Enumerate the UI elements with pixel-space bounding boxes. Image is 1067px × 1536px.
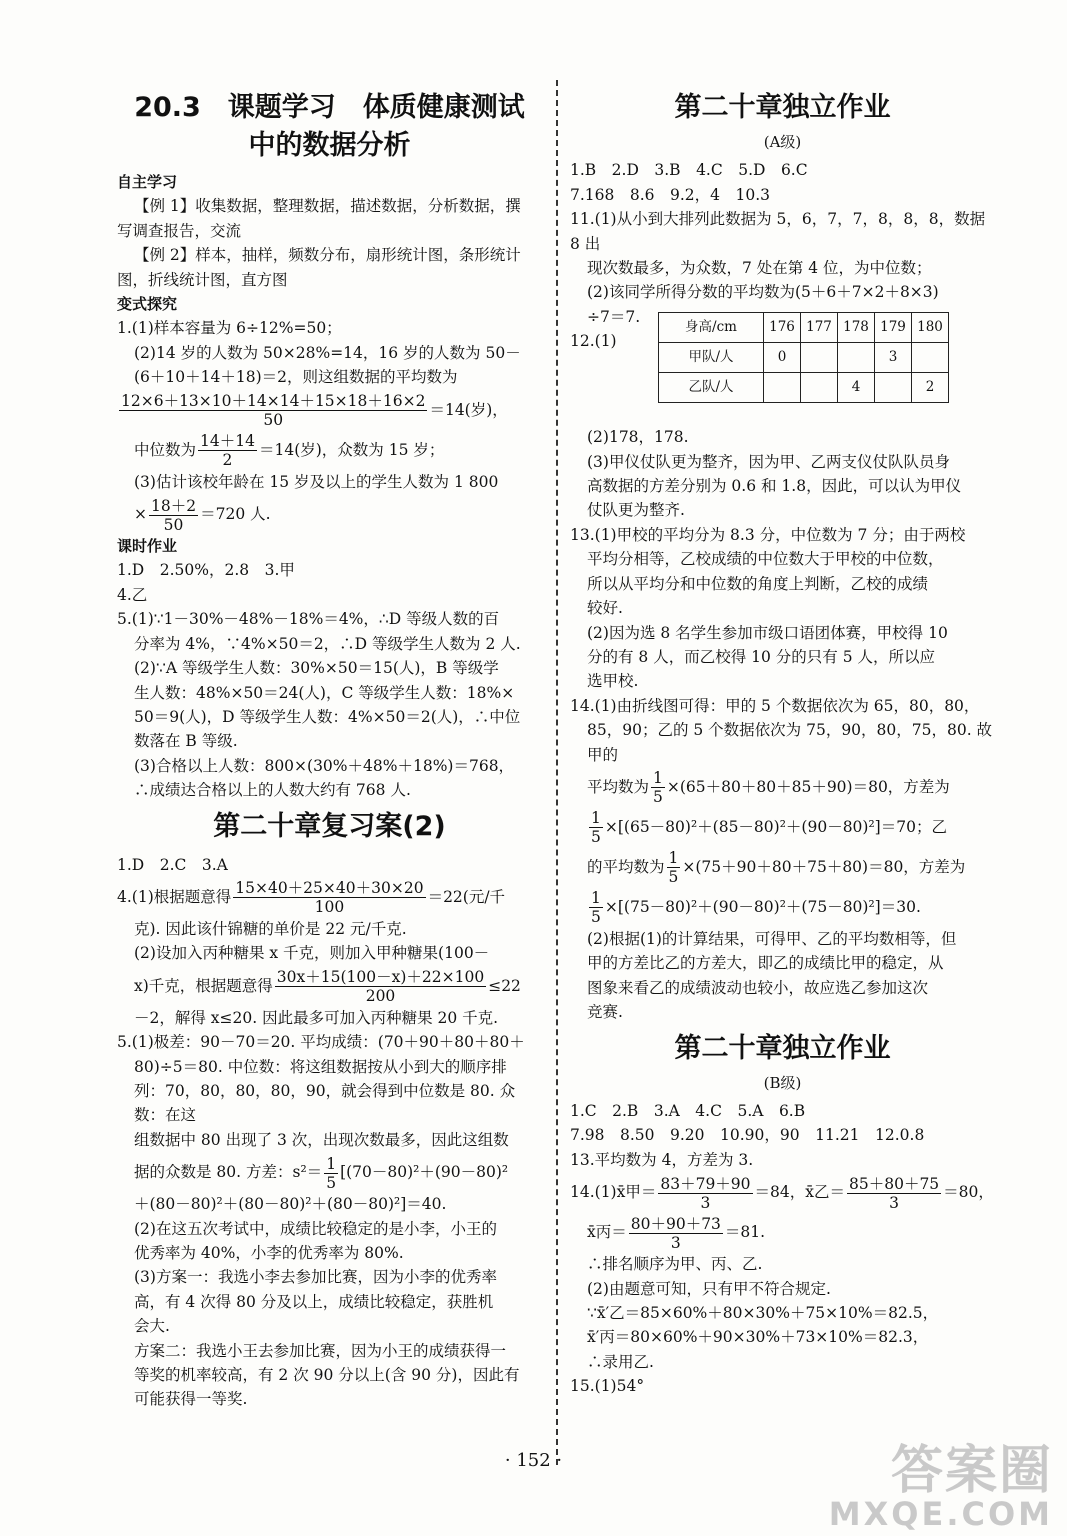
answer-line: (2)178，178.	[587, 428, 689, 447]
table-cell	[838, 343, 875, 373]
answer-line: 1.D 2.C 3.A	[117, 855, 228, 874]
answer-line: 甲的方差比乙的方差大，即乙的成绩比甲的稳定，从	[587, 954, 944, 973]
answer-line: 1.C 2.B 3.A 4.C 5.A 6.B	[570, 1101, 806, 1120]
answer-line: 5.(1)∵1－30%－48%－18%＝4%，∴D 等级人数的百	[117, 610, 500, 629]
table-cell	[875, 373, 912, 403]
fraction: $\frac{80+90+73}{3}$	[630, 1214, 721, 1252]
formula-line: 平均数为 $\frac{1}{5}$ ×(65＋80＋80＋85＋90)＝80，方差为	[587, 769, 950, 807]
answer-line: 7.98 8.50 9.20 10.90，90 11.21 12.0.8	[570, 1126, 925, 1145]
table-header-row	[659, 313, 949, 343]
answer-line: 较好.	[587, 599, 623, 618]
answer-line: 高数据的方差分别为 0.6 和 1.8，因此，可以认为甲仪	[587, 477, 962, 496]
answer-line: 高，有 4 次得 80 分及以上，成绩比较稳定，获胜机	[134, 1292, 494, 1311]
fraction: $\frac{14+14}{2}$	[200, 432, 255, 470]
right-column	[570, 80, 995, 1399]
table-cell: 179	[875, 313, 912, 343]
answer-line: ＋(80－80)²＋(80－80)²＋(80－80)²]＝40.	[134, 1195, 447, 1214]
answer-line: 竞赛.	[587, 1003, 623, 1022]
answer-line: 12.(1)	[570, 332, 617, 351]
formula-line: $\frac{12\times 6+13\times 10+14\times 14+15\times 18+16\times 2}{50}$ ＝14(岁)，	[121, 392, 508, 430]
answer-line: (3)甲仪仗队更为整齐，因为甲、乙两支仪仗队队员身	[587, 452, 950, 471]
answer-line: 分率为 4%，∵4%×50＝2，∴D 等级学生人数为 2 人.	[134, 634, 521, 653]
table-cell: 180	[912, 313, 949, 343]
answer-line: 仗队更为整齐.	[587, 501, 685, 520]
left-column	[117, 80, 542, 1412]
fraction: $\frac{1}{5}$	[326, 1154, 337, 1192]
answer-line: 方案二：我选小王去参加比赛，因为小王的成绩获得一	[134, 1341, 507, 1360]
fraction: $\frac{83+79+90}{3}$	[660, 1174, 751, 1212]
answer-line: (6＋10＋14＋18)＝2，则这组数据的平均数为	[134, 368, 458, 387]
section-title: 20.3 课题学习 体质健康测试	[134, 92, 525, 123]
answer-line: 11.(1)从小到大排列此数据为 5，6，7，7，8，8，8，数据 8 出	[570, 210, 986, 253]
answer-line: (2)设加入丙种糖果 x 千克，则加入甲种糖果(100－	[134, 944, 490, 963]
answer-line: 会大.	[134, 1317, 170, 1336]
answer-line: (2)∵A 等级学生人数：30%×50＝15(人)，B 等级学	[134, 659, 499, 678]
height-table	[658, 312, 949, 403]
fraction: $\frac{30x+15(100-x)+22\times 100}{200}$	[276, 968, 485, 1006]
answer-line: ∵x̄′乙＝85×60%＋80×30%＋75×10%＝82.5，	[587, 1304, 939, 1322]
answer-line: 生人数：48%×50＝24(人)，C 等级学生人数：18%×	[134, 683, 515, 702]
formula-line: 中位数为 $\frac{14+14}{2}$ ＝14(岁)，众数为 15 岁；	[134, 432, 445, 470]
formula-line: 4.(1)根据题意得 $\frac{15\times 40+25\times 40+30\times 20}{100}$ ＝22(元/千	[117, 879, 506, 917]
subheading-keshi: 课时作业	[117, 537, 178, 556]
answer-line: 等奖的机率较高，有 2 次 90 分以上(含 90 分)，因此有	[134, 1366, 520, 1385]
table-cell: 177	[801, 313, 838, 343]
section-title-b: 第二十章独立作业	[674, 1032, 891, 1064]
answer-line: 15.(1)54°	[570, 1377, 645, 1396]
answer-line: 组数据中 80 出现了 3 次，出现次数最多，因此这组数	[134, 1130, 509, 1149]
formula-line: 14.(1)x̄甲＝ $\frac{83+79+90}{3}$ ＝84，x̄乙＝ $\frac{85+80+75}{3}$ ＝80，	[570, 1174, 994, 1212]
table-cell	[801, 373, 838, 403]
answer-line: 克). 因此该什锦糖的单价是 22 元/千克.	[134, 919, 407, 938]
watermark-url: MXQE.COM	[828, 1495, 1053, 1533]
formula-line: × $\frac{18+2}{50}$ ＝720 人.	[134, 496, 271, 534]
answer-line: 图象来看乙的成绩波动也较小，故应选乙参加这次	[587, 978, 929, 997]
fraction: $\frac{15\times 40+25\times 40+30\times 20}{100}$	[235, 879, 424, 917]
answer-line: 13.(1)甲校的平均分为 8.3 分，中位数为 7 分；由于两校	[570, 525, 966, 544]
formula-line: 据的众数是 80. 方差：s²＝ $\frac{1}{5}$ [(70－80)²＋(90－80)²	[134, 1154, 509, 1192]
fraction: $\frac{1}{5}$	[591, 889, 601, 927]
answer-line: 所以从平均分和中位数的角度上判断，乙校的成绩	[587, 574, 929, 593]
table-cell	[764, 373, 801, 403]
answer-line: 80)÷5＝80. 中位数：将这组数据按从小到大的顺序排	[134, 1057, 507, 1076]
watermark-logo	[828, 1441, 1053, 1533]
answer-line: (2)因为选 8 名学生参加市级口语团体赛，甲校得 10	[587, 623, 948, 642]
answer-line: 选甲校.	[587, 672, 639, 691]
formula-line: $\frac{1}{5}$ ×[(65－80)²＋(85－80)²＋(90－80)²]＝70；乙	[591, 809, 947, 847]
fraction: $\frac{85+80+75}{3}$	[849, 1174, 940, 1212]
answer-line: 可能获得一等奖.	[134, 1390, 248, 1409]
section-title-2: 中的数据分析	[248, 130, 411, 161]
table-cell: 身高/cm	[659, 313, 764, 343]
level-a: (A级)	[763, 133, 802, 151]
table-row	[659, 373, 949, 403]
answer-line: x̄′丙＝80×60%＋90×30%＋73×10%＝82.3，	[587, 1328, 929, 1347]
formula-line: x̄丙＝ $\frac{80+90+73}{3}$ ＝81.	[587, 1214, 766, 1252]
answer-line: 5.(1)极差：90－70＝20. 平均成绩：(70＋90＋80＋80＋	[117, 1033, 525, 1052]
answer-line: 1.D 2.50%，2.8 3.甲	[117, 561, 295, 580]
answer-line: 7.168 8.6 9.2，4 10.3	[570, 185, 771, 204]
fraction: $\frac{18+2}{50}$	[151, 496, 197, 534]
subheading-zizhu: 自主学习	[117, 173, 178, 191]
formula-line: $\frac{1}{5}$ ×[(75－80)²＋(90－80)²＋(75－80)²]＝30.	[591, 889, 921, 927]
answer-line: 列：70，80，80，80，90，就会得到中位数是 80. 众数：在这	[134, 1081, 516, 1125]
answer-line: 50＝9(人)，D 等级学生人数：4%×50＝2(人)，∴中位	[134, 707, 521, 726]
table-cell	[912, 343, 949, 373]
review-title: 第二十章复习案(2)	[213, 810, 446, 842]
watermark-text: 答案圈	[890, 1441, 1053, 1501]
fraction: $\frac{12\times 6+13\times 10+14\times 14+15\times 18+16\times 2}{50}$	[121, 392, 426, 430]
answer-line: 13.平均数为 4，方差为 3.	[570, 1150, 754, 1169]
answer-line: (2)在这五次考试中，成绩比较稳定的是小李，小王的	[134, 1219, 497, 1238]
table-cell: 2	[912, 373, 949, 403]
answer-line: ∴成绩达合格以上的人数大约有 768 人.	[134, 781, 411, 800]
answer-line: (3)方案一：我选小李去参加比赛，因为小李的优秀率	[134, 1268, 497, 1287]
page-number: · 152 ·	[504, 1450, 563, 1471]
answer-line: (2)14 岁的人数为 50×28%=14，16 岁的人数为 50－	[134, 343, 521, 362]
fraction: $\frac{1}{5}$	[653, 769, 663, 807]
table-cell: 4	[838, 373, 875, 403]
answer-line: (2)根据(1)的计算结果，可得甲、乙的平均数相等，但	[587, 929, 957, 948]
table-cell: 176	[764, 313, 801, 343]
formula-line: x)千克，根据题意得 $\frac{30x+15(100-x)+22\times 100}{200}$ ≤22	[134, 968, 521, 1006]
table-cell: 乙队/人	[659, 373, 764, 403]
answer-line: ÷7＝7.	[587, 307, 641, 326]
table-row	[659, 343, 949, 373]
answer-line: (2)由题意可知，只有甲不符合规定.	[587, 1279, 831, 1298]
answer-line: 现次数最多，为众数，7 处在第 4 位，为中位数；	[587, 259, 932, 278]
answer-line: (3)合格以上人数：800×(30%＋48%＋18%)＝768，	[134, 756, 515, 775]
table-cell: 3	[875, 343, 912, 373]
table-cell: 178	[838, 313, 875, 343]
subheading-bianshi: 变式探究	[117, 295, 178, 314]
answer-line: －2，解得 x≤20. 因此最多可加入丙种糖果 20 千克.	[134, 1008, 499, 1027]
answer-line: 4.乙	[117, 585, 148, 604]
column-divider	[556, 80, 558, 1465]
table-cell	[801, 343, 838, 373]
answer-line: ∴排名顺序为甲、丙、乙.	[587, 1255, 763, 1274]
answer-line: 85，90；乙的 5 个数据依次为 75，90，80，75，80. 故甲的	[587, 721, 993, 764]
answer-line: 数落在 B 等级.	[134, 732, 238, 751]
table-cell: 0	[764, 343, 801, 373]
answer-line: (2)该同学所得分数的平均数为(5＋6＋7×2＋8×3)	[587, 283, 939, 302]
fraction: $\frac{1}{5}$	[668, 849, 679, 887]
answer-line: 1.(1)样本容量为 6÷12%=50；	[117, 319, 342, 338]
table-cell: 甲队/人	[659, 343, 764, 373]
answer-line: 分的有 8 人，而乙校得 10 分的只有 5 人，所以应	[587, 647, 936, 666]
formula-line: 的平均数为 $\frac{1}{5}$ ×(75＋90＋80＋75＋80)＝80，方差为	[587, 849, 966, 887]
fraction: $\frac{1}{5}$	[591, 809, 601, 847]
section-title-a: 第二十章独立作业	[674, 92, 891, 123]
level-b: (B级)	[763, 1073, 802, 1092]
example-1-cont: 写调查报告，交流	[117, 221, 242, 240]
answer-line: 平均分相等，乙校成绩的中位数大于甲校的中位数，	[587, 550, 944, 569]
answer-line: 14.(1)由折线图可得：甲的 5 个数据依次为 65，80，80，	[570, 696, 980, 715]
answer-line: ∴录用乙.	[587, 1352, 654, 1371]
answer-line: (3)估计该校年龄在 15 岁及以上的学生人数为 1 800	[134, 472, 499, 491]
example-2: 【例 2】样本，抽样，频数分布，扇形统计图，条形统计	[134, 246, 521, 265]
example-2-cont: 图，折线统计图，直方图	[117, 270, 288, 289]
example-1: 【例 1】收集数据，整理数据，描述数据，分析数据，撰	[134, 197, 521, 216]
answer-line: 1.B 2.D 3.B 4.C 5.D 6.C	[570, 161, 808, 180]
answer-line: 优秀率为 40%，小李的优秀率为 80%.	[134, 1244, 404, 1262]
